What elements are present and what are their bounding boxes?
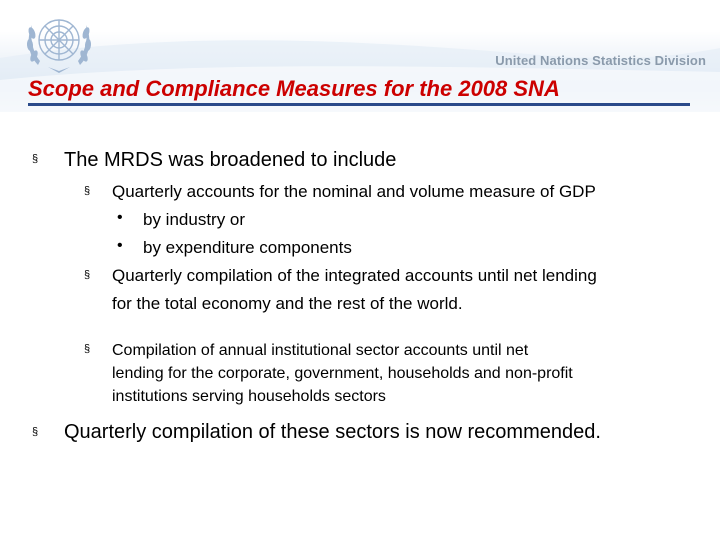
page-title: Scope and Compliance Measures for the 2008 SNA	[28, 76, 560, 101]
square-bullet-icon: §	[84, 269, 91, 281]
bullet-integrated-accounts-line1: Quarterly compilation of the integrated accounts until net lending	[112, 266, 597, 285]
bullet-quarterly-accounts: Quarterly accounts for the nominal and volume measure of GDP	[112, 182, 596, 201]
bullet-institutional-line1: Compilation of annual institutional sector accounts until net	[112, 342, 529, 359]
dot-bullet-icon: •	[117, 209, 123, 226]
square-bullet-icon: §	[32, 426, 39, 438]
bullet-broadened: The MRDS was broadened to include	[64, 149, 397, 171]
organization-name: United Nations Statistics Division	[495, 53, 706, 68]
bullet-institutional-line2: lending for the corporate, government, households and non-profit	[112, 365, 573, 382]
bullet-recommended: Quarterly compilation of these sectors is now recommended.	[64, 421, 601, 443]
bullet-institutional-line3: institutions serving households sectors	[112, 388, 386, 405]
square-bullet-icon: §	[84, 343, 91, 355]
bullet-integrated-accounts-line2: for the total economy and the rest of the world.	[112, 294, 463, 313]
square-bullet-icon: §	[84, 185, 91, 197]
dot-bullet-icon: •	[117, 237, 123, 254]
bullet-by-expenditure: by expenditure components	[143, 238, 352, 257]
un-emblem-icon	[18, 7, 100, 79]
bullet-by-industry: by industry or	[143, 210, 246, 229]
square-bullet-icon: §	[32, 153, 39, 165]
title-divider	[28, 103, 690, 106]
